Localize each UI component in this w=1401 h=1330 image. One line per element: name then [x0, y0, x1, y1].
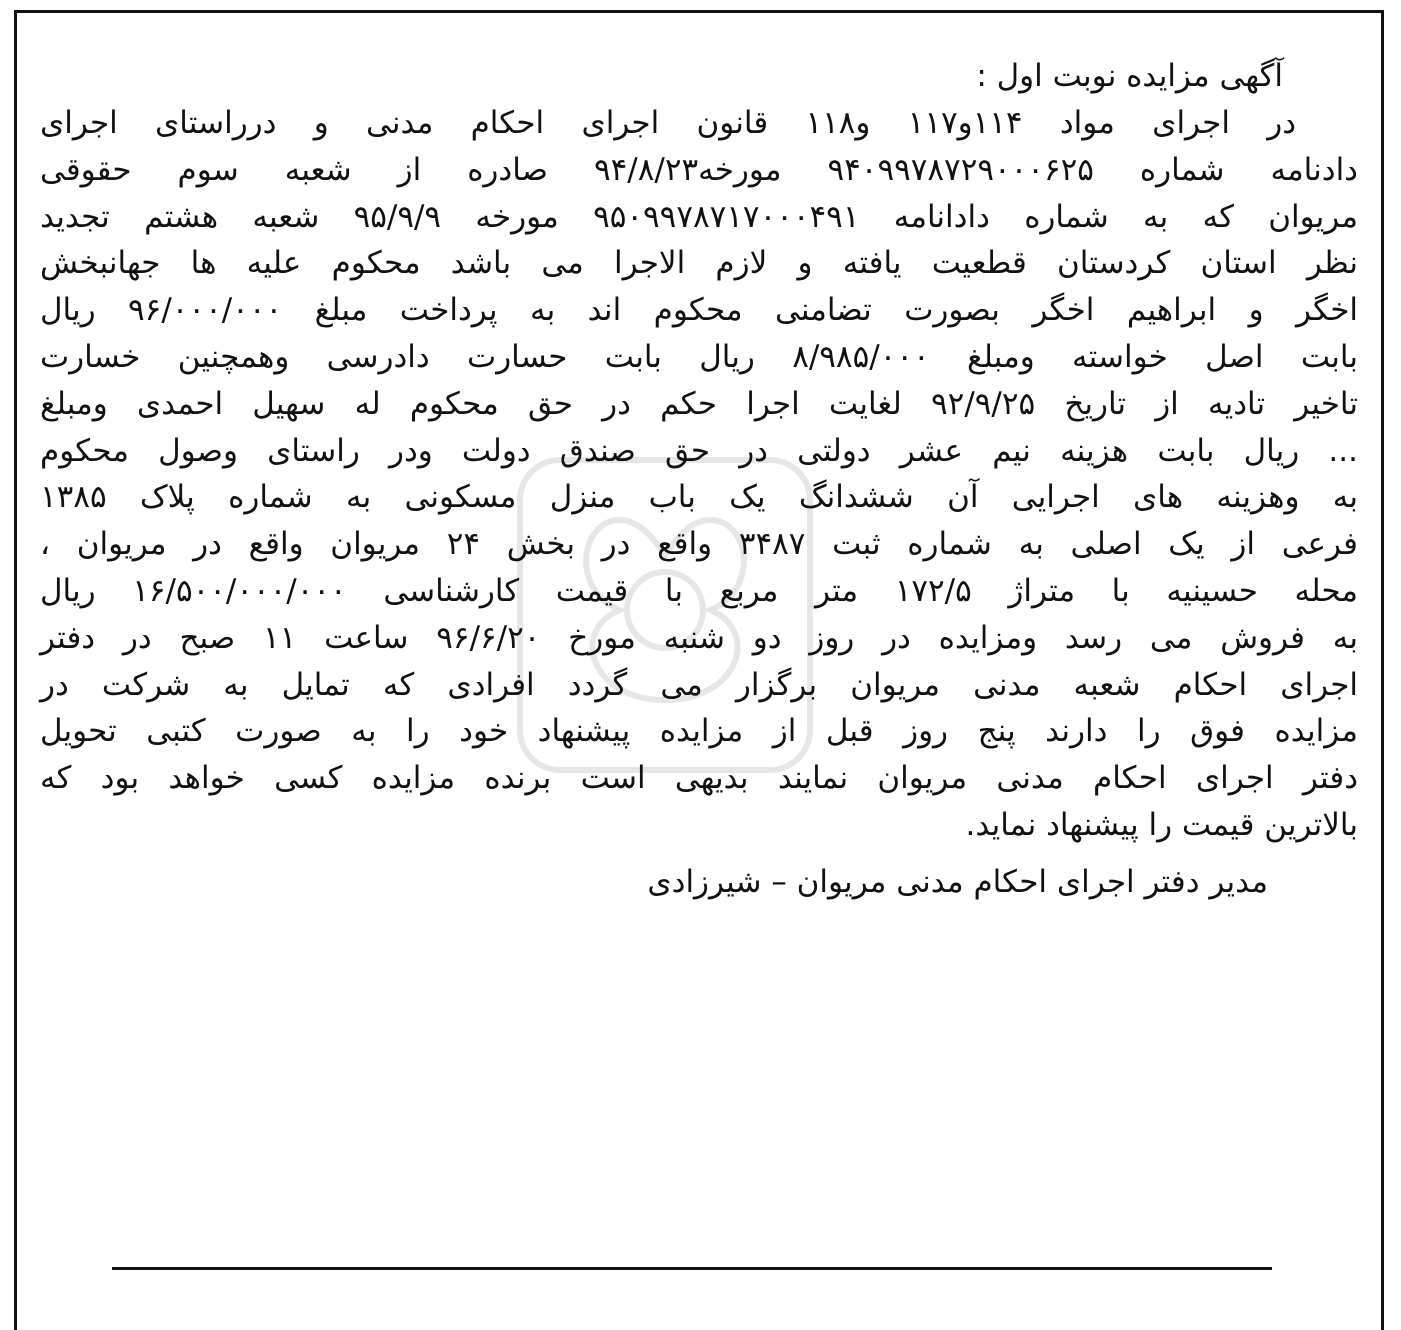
notice-title: آگهی مزایده نوبت اول : [976, 58, 1283, 94]
notice-line: تاخیر تادیه از تاریخ ۹۲/۹/۲۵ لغایت اجرا حکم در حق محکوم له سهیل احمدی ومبلغ [40, 385, 1358, 422]
notice-line: اجرای احکام شعبه مدنی مریوان برگزار می گردد افرادی که تمایل به شرکت در [40, 666, 1358, 703]
notice-line: نظر استان کردستان قطعیت یافته و لازم الاجرا می باشد محکوم علیه ها جهانبخش [40, 245, 1358, 282]
notice-line: اخگر و ابراهیم اخگر بصورت تضامنی محکوم اند به پرداخت مبلغ ۹۶/۰۰۰/۰۰۰ ریال [40, 292, 1358, 329]
bottom-divider [112, 1267, 1272, 1270]
notice-line: فرعی از یک اصلی به شماره ثبت ۳۴۸۷ واقع در بخش ۲۴ مریوان واقع در مریوان ، [40, 526, 1358, 563]
notice-line: به فروش می رسد ومزایده در روز دو شنبه مورخ ۹۶/۶/۲۰ ساعت ۱۱ صبح در دفتر [40, 619, 1358, 656]
notice-line: مزایده فوق را دارند پنج روز قبل از مزایده پیشنهاد خود را به صورت کتبی تحویل [40, 713, 1358, 750]
notice-line: دادنامه شماره ۹۴۰۹۹۷۸۷۲۹۰۰۰۶۲۵ مورخه۹۴/۸/۲۳ صادره از شعبه سوم حقوقی [40, 151, 1358, 188]
notice-line: در اجرای مواد ۱۱۴و۱۱۷ و۱۱۸ قانون اجرای احکام مدنی و درراستای اجرای [40, 105, 1296, 141]
notice-line: ... ریال بابت هزینه نیم عشر دولتی در حق صندق دولت ودر راستای وصول محکوم [40, 432, 1358, 469]
auction-notice [40, 52, 1358, 907]
notice-signature: مدیر دفتر اجرای احکام مدنی مریوان – شیرزادی [647, 863, 1268, 900]
notice-line: بالاترین قیمت را پیشنهاد نماید. [965, 806, 1358, 843]
notice-line: دفتر اجرای احکام مدنی مریوان نمایند بدیهی است برنده مزایده کسی خواهد بود که [40, 760, 1358, 797]
notice-line: بابت اصل خواسته ومبلغ ۸/۹۸۵/۰۰۰ ریال بابت حسارت دادرسی وهمچنین خسارت [40, 338, 1359, 375]
notice-line: محله حسینیه با متراژ ۱۷۲/۵ متر مربع با قیمت کارشناسی ۱۶/۵۰۰/۰۰۰/۰۰۰ ریال [40, 572, 1359, 609]
notice-line: مریوان که به شماره دادانامه ۹۵۰۹۹۷۸۷۱۷۰۰۰۴۹۱ مورخه ۹۵/۹/۹ شعبه هشتم تجدید [40, 198, 1358, 235]
notice-line: به وهزینه های اجرایی آن ششدانگ یک باب منزل مسکونی به شماره پلاک ۱۳۸۵ [40, 479, 1358, 516]
